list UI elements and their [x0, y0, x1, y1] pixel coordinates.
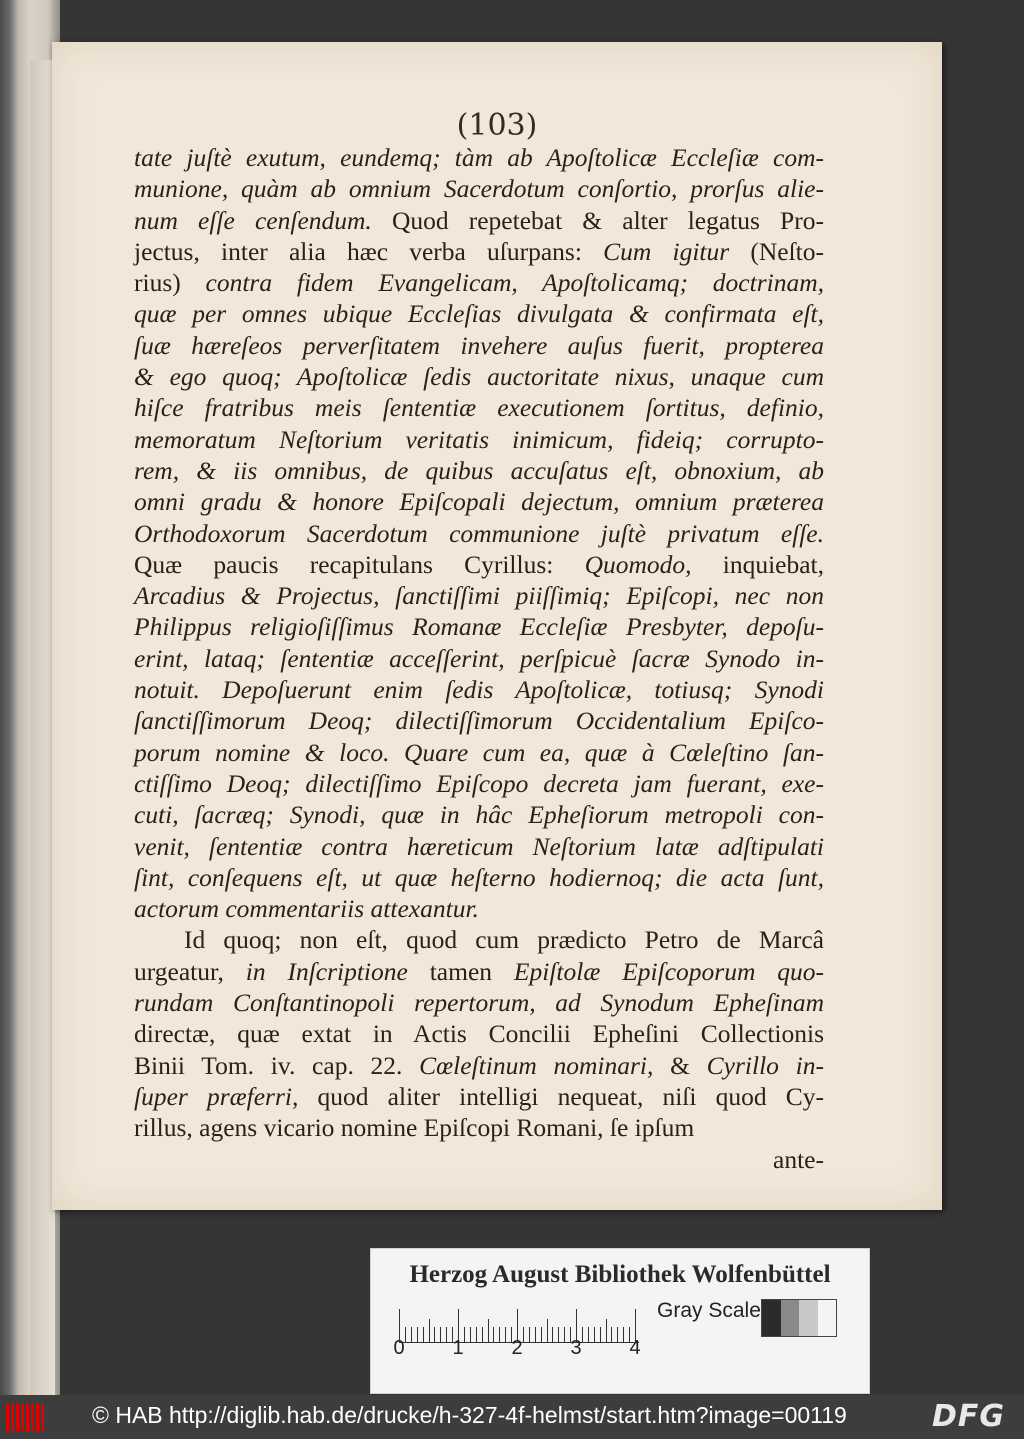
- text-segment: inquiebat,: [691, 549, 824, 579]
- text-segment: Epiſtolæ Epiſcoporum quo-: [513, 956, 824, 986]
- ruler-tick: [600, 1327, 601, 1343]
- text-line: [134, 1050, 824, 1081]
- text-line: [134, 1144, 824, 1175]
- ruler-tick: [423, 1327, 424, 1343]
- text-segment: cuti, ſacræq; Synodi, quæ in hâc Epheſiorum metropoli con-: [134, 800, 824, 830]
- text-line: [134, 987, 824, 1018]
- ruler-tick: [558, 1327, 559, 1343]
- ruler-tick: [434, 1327, 435, 1343]
- text-line: [134, 643, 824, 674]
- text-segment: ctiſſimo Deoq; dilectiſſimo Epiſcopo decreta jam fuerant, exe-: [134, 768, 824, 798]
- text-segment: Philippus religioſiſſimus Romanæ Eccleſiæ Presbyter, depoſu-: [134, 612, 824, 642]
- text-line: [134, 142, 824, 173]
- text-line: [134, 361, 824, 392]
- text-segment: rius): [134, 268, 206, 298]
- barcode-bar: [6, 1403, 9, 1431]
- ruler-tick: [411, 1327, 412, 1343]
- text-segment: Quomodo,: [584, 549, 692, 579]
- text-line: [134, 518, 824, 549]
- ruler-tick: [493, 1327, 494, 1343]
- text-segment: notuit. Depoſuerunt enim ſedis Apoſtolicæ, totiusq; Synodi: [134, 675, 824, 705]
- ruler-tick: [470, 1327, 471, 1343]
- page-body-text: [134, 142, 824, 1175]
- barcode-icon: [6, 1403, 46, 1431]
- library-label-card: [370, 1248, 870, 1394]
- ruler-tick: [547, 1319, 548, 1343]
- ruler-tick: [488, 1319, 489, 1343]
- book-page: [52, 42, 942, 1210]
- text-segment: & ego quoq; Apoſtolicæ ſedis auctoritate nixus, unaque cum: [134, 362, 824, 392]
- text-segment: contra fidem Evangelicam, Apoſtolicamq; doctrinam,: [205, 268, 824, 298]
- dfg-logo: DFG: [932, 1399, 1006, 1434]
- text-line: [134, 1112, 824, 1143]
- ruler-tick: [482, 1327, 483, 1343]
- text-line: [134, 330, 824, 361]
- text-segment: quæ per omnes ubique Eccleſias divulgata & confirmata eſt,: [134, 299, 824, 329]
- grayscale-swatch: [799, 1300, 818, 1336]
- text-segment: ſuper præferri,: [134, 1081, 299, 1111]
- ruler-tick: [535, 1327, 536, 1343]
- text-segment: ſanctiſſimorum Deoq; dilectiſſimorum Occidentalium Epiſco-: [134, 706, 824, 736]
- text-line: [134, 1081, 824, 1112]
- text-segment: in Inſcriptione: [245, 956, 408, 986]
- barcode-bar: [41, 1403, 44, 1431]
- ruler-tick: [606, 1319, 607, 1343]
- footer-copyright-link[interactable]: © HAB http://diglib.hab.de/drucke/h-327-4f-helmst/start.htm?image=00119: [92, 1402, 847, 1428]
- text-line: [134, 893, 824, 924]
- ruler-number: 4: [629, 1337, 641, 1359]
- text-line: [134, 549, 824, 580]
- ruler-number: 0: [393, 1337, 405, 1359]
- ruler-tick: [440, 1327, 441, 1343]
- text-segment: Quod repetebat & alter legatus Pro-: [371, 205, 824, 235]
- grayscale-swatch: [781, 1300, 800, 1336]
- text-line: [134, 611, 824, 642]
- ruler-tick: [552, 1327, 553, 1343]
- text-segment: porum nomine & loco. Quare cum ea, quæ à Cœleſtino ſan-: [134, 737, 824, 767]
- text-segment: tate juſtè exutum, eundemq; tàm ab Apoſtolicæ Eccleſiæ com-: [134, 143, 824, 172]
- text-segment: Quæ paucis recapitulans Cyrillus:: [134, 549, 585, 579]
- text-segment: memoratum Neſtorium veritatis inimicum, fideiq; corrupto-: [134, 424, 824, 454]
- text-line: [134, 580, 824, 611]
- text-segment: urgeatur,: [134, 956, 246, 986]
- ruler-tick: [476, 1327, 477, 1343]
- text-segment: ſint, conſequens eſt, ut quæ heſterno hodiernoq; die acta ſunt,: [134, 862, 824, 892]
- text-line: [134, 392, 824, 423]
- page-number: (103): [456, 108, 538, 143]
- text-line: [134, 205, 824, 236]
- ruler-tick: [617, 1327, 618, 1343]
- text-segment: quod aliter intelligi nequeat, niſi quod Cy-: [298, 1081, 824, 1111]
- ruler-number: 1: [452, 1337, 464, 1359]
- ruler-tick: [417, 1327, 418, 1343]
- text-segment: Binii Tom. iv. cap. 22.: [134, 1050, 420, 1080]
- text-segment: Cyrillo in-: [706, 1050, 824, 1080]
- text-segment: Cum igitur: [603, 236, 730, 266]
- text-line: [134, 455, 824, 486]
- text-segment: venit, ſententiæ contra hæreticum Neſtorium latæ adſtipulati: [134, 831, 824, 861]
- ruler-number: 2: [511, 1337, 523, 1359]
- text-line: [134, 236, 824, 267]
- text-segment: omni gradu & honore Epiſcopali dejectum, omnium præterea: [134, 487, 824, 517]
- text-line: [134, 799, 824, 830]
- text-line: [134, 486, 824, 517]
- ruler-tick: [588, 1327, 589, 1343]
- text-line: [134, 424, 824, 455]
- text-segment: rundam Conſtantinopoli repertorum, ad Synodum Epheſinam: [134, 988, 824, 1018]
- text-line: [134, 956, 824, 987]
- text-line: [134, 705, 824, 736]
- text-segment: &: [653, 1050, 707, 1080]
- text-segment: actorum commentariis attexantur.: [134, 894, 479, 924]
- barcode-bar: [36, 1403, 39, 1431]
- barcode-bar: [11, 1403, 14, 1431]
- footer-bar: [0, 1395, 1024, 1439]
- text-line: [134, 737, 824, 768]
- text-segment: rem, & iis omnibus, de quibus accuſatus eſt, obnoxium, ab: [134, 455, 824, 485]
- text-segment: tamen: [407, 956, 514, 986]
- library-name: Herzog August Bibliothek Wolfenbüttel: [409, 1261, 831, 1288]
- text-segment: erint, lataq; ſententiæ acceſſerint, perſpicuè ſacræ Synodo in-: [134, 643, 824, 673]
- text-line: [134, 862, 824, 893]
- text-segment: Arcadius & Projectus, ſanctiſſimi piiſſimiq; Epiſcopi, nec non: [134, 581, 824, 611]
- ruler-number: 3: [570, 1337, 582, 1359]
- text-line: [134, 267, 824, 298]
- text-segment: (Neſto-: [729, 236, 824, 266]
- grayscale-label: Gray Scale: [657, 1299, 761, 1322]
- ruler-tick: [594, 1327, 595, 1343]
- text-line: [134, 298, 824, 329]
- text-line: [134, 1018, 824, 1049]
- text-line: [134, 674, 824, 705]
- barcode-bar: [21, 1403, 24, 1431]
- text-segment: Orthodoxorum Sacerdotum communione juſtè privatum eſſe.: [134, 518, 824, 548]
- text-line: [134, 768, 824, 799]
- barcode-bar: [26, 1403, 29, 1431]
- grayscale-strip: [761, 1299, 837, 1337]
- text-segment: ante-: [773, 1144, 824, 1174]
- text-segment: ſuæ hæreſeos perverſitatem invehere auſus fuerit, propterea: [134, 330, 824, 360]
- text-segment: Id quoq; non eſt, quod cum prædicto Petro de Marcâ: [184, 925, 824, 955]
- text-segment: hiſce fratribus meis ſententiæ executionem ſortitus, definio,: [134, 393, 824, 423]
- grayscale-swatch: [762, 1300, 781, 1336]
- ruler-tick: [611, 1327, 612, 1343]
- ruler-tick: [529, 1327, 530, 1343]
- binding-edge: [0, 0, 60, 1395]
- ruler-tick: [499, 1327, 500, 1343]
- barcode-bar: [16, 1403, 19, 1431]
- text-segment: rillus, agens vicario nomine Epiſcopi Romani, ſe ipſum: [134, 1113, 695, 1143]
- text-segment: num eſſe cenſendum.: [134, 205, 372, 235]
- grayscale-swatch: [818, 1300, 837, 1336]
- text-segment: directæ, quæ extat in Actis Concilii Epheſini Collectionis: [134, 1019, 824, 1049]
- ruler-tick: [429, 1319, 430, 1343]
- text-segment: Cœleſtinum nominari,: [419, 1050, 654, 1080]
- text-line: [134, 924, 824, 955]
- text-segment: munione, quàm ab omnium Sacerdotum conſortio, prorſus alie-: [134, 174, 824, 204]
- text-line: [134, 831, 824, 862]
- text-segment: jectus, inter alia hæc verba uſurpans:: [134, 236, 604, 266]
- ruler-tick: [541, 1327, 542, 1343]
- text-line: [134, 173, 824, 204]
- barcode-bar: [31, 1403, 34, 1431]
